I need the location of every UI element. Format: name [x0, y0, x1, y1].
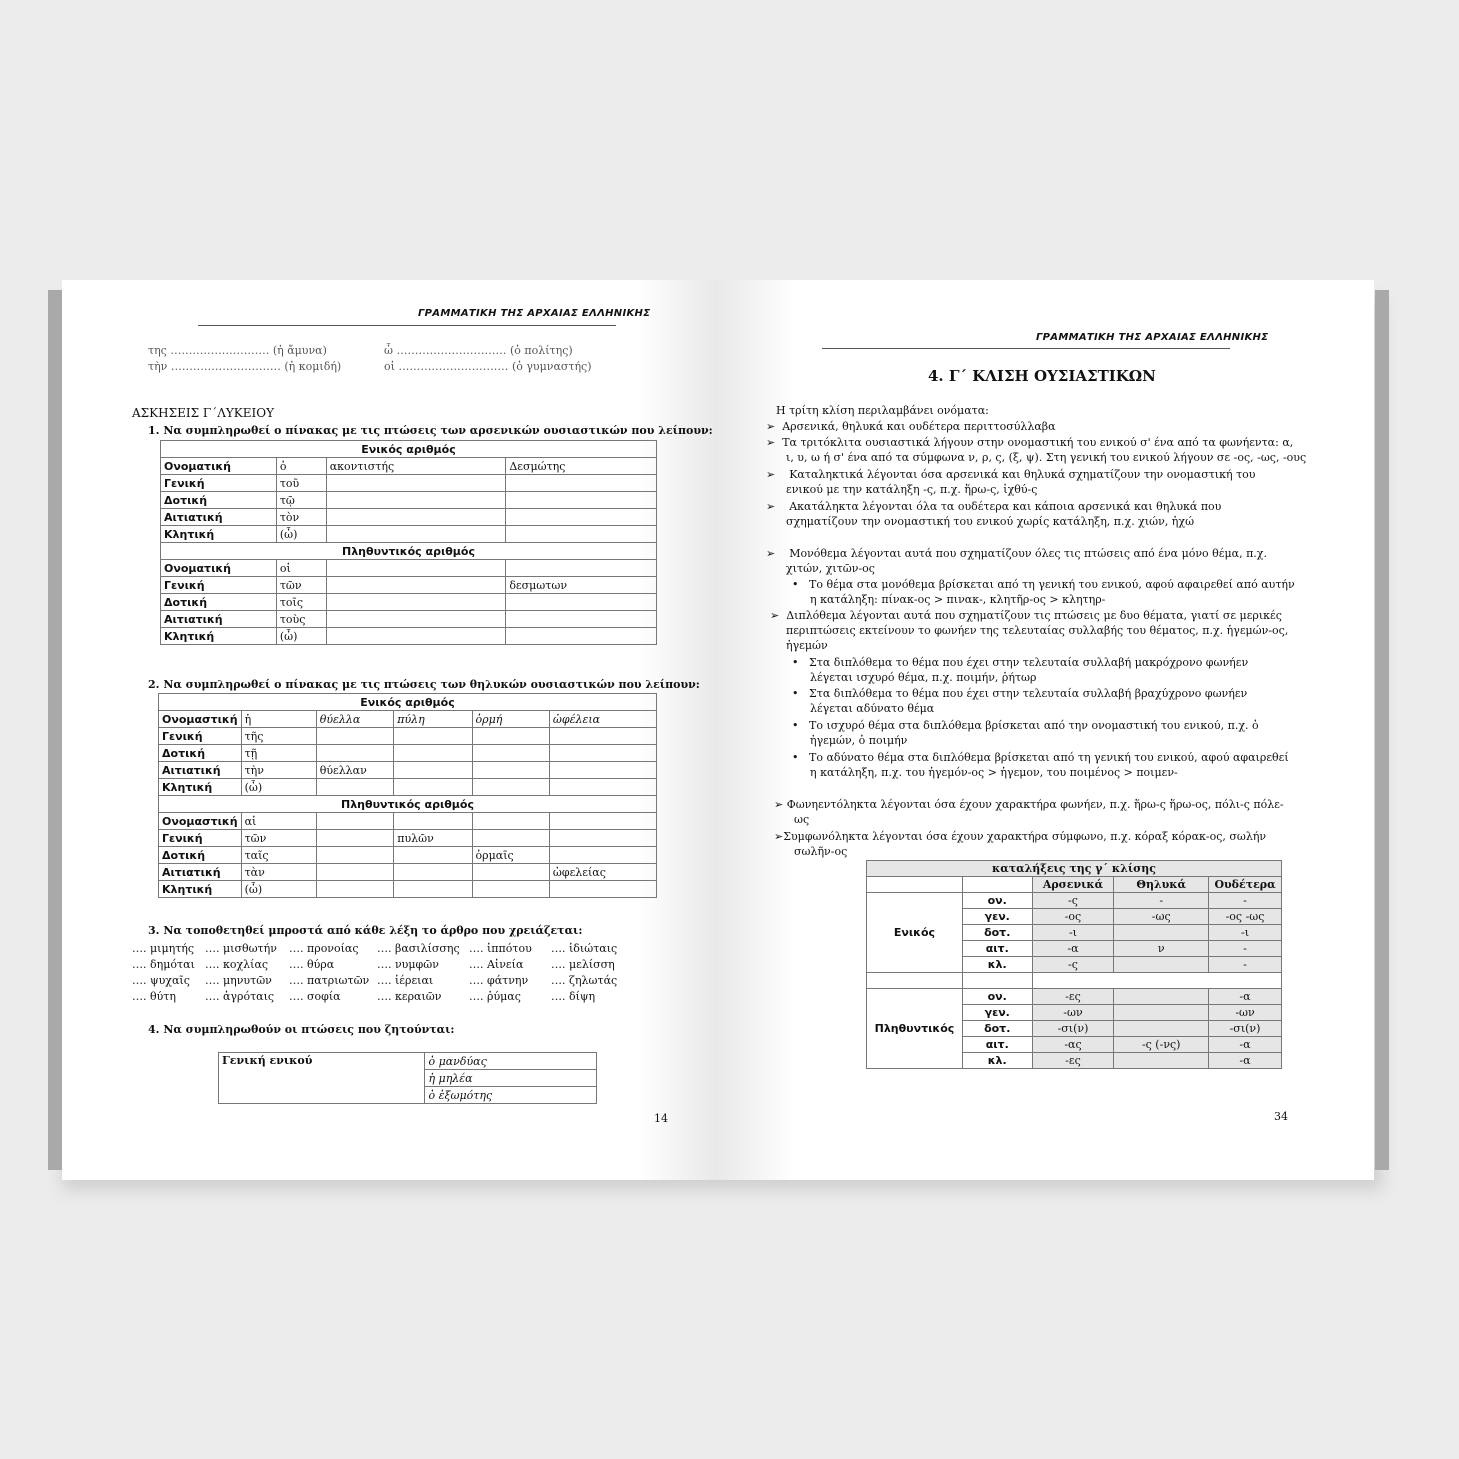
arrow-bullet-icon: ➢ — [766, 547, 776, 560]
bullet-continuation: σωλῆν-ος — [794, 845, 848, 858]
table-row: Ενικός ον. -ς - - — [867, 893, 1282, 909]
col-feminine: Θηλυκά — [1114, 877, 1209, 893]
table-row: δοτ. -σι(ν) -σι(ν) — [867, 1021, 1282, 1037]
left-page — [62, 280, 716, 1180]
arrow-bullet-icon: ➢ — [766, 468, 776, 481]
page-number: 34 — [1274, 1110, 1288, 1123]
arrow-bullet-icon: ➢ — [766, 500, 776, 513]
sub-bullet: • Στα διπλόθεμα το θέμα που έχει στην τελευταία συλλαβή μακρόχρονο φωνήεν — [792, 656, 1249, 669]
exercise-1-title: 1. Να συμπληρωθεί ο πίνακας με τις πτώσεις των αρσενικών ουσιαστικών που λείπουν: — [148, 424, 713, 437]
table-row: Αιτιατική τοὺς — [161, 611, 657, 628]
table-row: αιτ. -α ν - — [867, 941, 1282, 957]
arrow-bullet-icon: ➢ — [766, 420, 776, 433]
table-row: Αιτιατική τὴν θύελλαν — [159, 762, 657, 779]
exercise-3-title: 3. Να τοποθετηθεί μπροστά από κάθε λέξη το άρθρο που χρειάζεται: — [148, 924, 583, 937]
bullet-item: ➢ Αρσενικά, θηλυκά και ουδέτερα περιττοσύλλαβα — [766, 420, 1056, 433]
bullet-continuation: περιπτώσεις εκτείνουν το φωνήεν της τελευταίας συλλαβής του θέματος, π.χ. ἡγεμών-ος, — [786, 624, 1289, 637]
table-row: Γενική τῆς — [159, 728, 657, 745]
ex4-item: ὁ μανδύας — [425, 1053, 597, 1070]
endings-table — [866, 860, 1282, 1069]
table-row: Κλητική (ὦ) — [159, 881, 657, 898]
bullet-item: ➢ Καταληκτικά λέγονται όσα αρσενικά και θηλυκά σχηματίζουν την ονομαστική του — [766, 468, 1256, 481]
page-edges-left — [48, 290, 62, 1170]
plural-header: Πληθυντικός αριθμός — [159, 796, 657, 813]
table-row: Πληθυντικός ον. -ες -α — [867, 989, 1282, 1005]
table-row: Γενική τοῦ — [161, 475, 657, 492]
intro-text: Η τρίτη κλίση περιλαμβάνει ονόματα: — [776, 404, 989, 417]
sub-bullet: • Το αδύνατο θέμα στα διπλόθεμα βρίσκεται από τη γενική του ενικού, αφού αφαιρεθεί — [792, 751, 1289, 764]
bullet-continuation: ενικού με την κατάληξη -ς, π.χ. ἥρω-ς, ἰχθύ-ς — [786, 483, 1038, 496]
fill-line: οἱ ………………………… (ὁ γυμναστής) — [384, 360, 592, 373]
table-row: Κλητική (ὦ) — [159, 779, 657, 796]
table-row: κλ. -ες -α — [867, 1053, 1282, 1069]
table-row: δοτ. -ι -ι — [867, 925, 1282, 941]
exercise-4-table — [218, 1052, 597, 1104]
exercise-1-table — [160, 440, 657, 645]
table-row: Δοτική τῇ — [159, 745, 657, 762]
bullet-continuation: ι, υ, ω ή σ' ένα από τα σύμφωνα ν, ρ, ς, (ξ, ψ). Στη γενική του ενικού λήγουν σε -ος, -ως, -ους — [786, 451, 1307, 464]
table-row: Αιτιατική τὸν — [161, 509, 657, 526]
sub-bullet: • Το ισχυρό θέμα στα διπλόθεμα βρίσκεται από την ονομαστική του ενικού, π.χ. ὁ — [792, 719, 1259, 732]
endings-title: καταλήξεις της γ΄ κλίσης — [867, 861, 1282, 877]
bullet-item: ➢ Μονόθεμα λέγονται αυτά που σχηματίζουν όλες τις πτώσεις από ένα μόνο θέμα, π.χ. — [766, 547, 1267, 560]
exercise-4-title: 4. Να συμπληρωθούν οι πτώσεις που ζητούνται: — [148, 1023, 455, 1036]
arrow-bullet-icon: ➢ — [774, 830, 784, 843]
arrow-bullet-icon: ➢ — [770, 609, 780, 622]
fill-line: τὴν ………………………… (ἡ κομιδή) — [148, 360, 342, 373]
bullet-item: ➢ Διπλόθεμα λέγονται αυτά που σχηματίζουν τις πτώσεις με δυο θέματα, γιατί σε μερικές — [770, 609, 1282, 622]
col-masculine: Αρσενικά — [1032, 877, 1114, 893]
table-row: γεν. -ος -ως -ος -ως — [867, 909, 1282, 925]
header-rule — [198, 325, 616, 326]
table-row: Ονοματική ὁ ακοντιστής Δεσμώτης — [161, 458, 657, 475]
ex4-label: Γενική ενικού — [219, 1053, 425, 1104]
col-neuter: Ουδέτερα — [1209, 877, 1282, 893]
right-page — [716, 280, 1374, 1180]
table-row: Ονομαστική αἱ — [159, 813, 657, 830]
ex4-item: ὁ ἐξωμότης — [425, 1087, 597, 1104]
table-row: Κλητική (ὦ) — [161, 628, 657, 645]
table-row: Δοτική τῷ — [161, 492, 657, 509]
arrow-bullet-icon: ➢ — [774, 798, 784, 811]
exercise-2-table — [158, 693, 657, 898]
bullet-continuation: σχηματίζουν την ονομαστική του ενικού χωρίς κατάληξη, π.χ. χιών, ἠχώ — [786, 515, 1195, 528]
bullet-continuation: χιτών, χιτῶν-ος — [786, 562, 875, 575]
sub-bullet-continuation: λέγεται αδύνατο θέμα — [810, 702, 935, 715]
bullet-item: ➢ Ακατάληκτα λέγονται όλα τα ουδέτερα και κάποια αρσενικά και θηλυκά που — [766, 500, 1222, 513]
running-header: ΓΡΑΜΜΑΤΙΚΗ ΤΗΣ ΑΡΧΑΙΑΣ ΕΛΛΗΝΙΚΗΣ — [1036, 332, 1269, 343]
table-row: Γενική τῶν δεσμωτων — [161, 577, 657, 594]
sub-bullet-continuation: η κατάληξη: πίνακ-ος > πινακ-, κλητῆρ-ος > κλητηρ- — [810, 593, 1106, 606]
singular-header: Ενικός αριθμός — [161, 441, 657, 458]
table-row: Αιτιατική τὰν ὠφελείας — [159, 864, 657, 881]
sub-bullet-continuation: ἡγεμών, ὁ ποιμήν — [810, 734, 908, 747]
table-row: Κλητική (ὦ) — [161, 526, 657, 543]
table-row: αιτ. -ας -ς (-νς) -α — [867, 1037, 1282, 1053]
arrow-bullet-icon: ➢ — [766, 436, 776, 449]
bullet-item: ➢Συμφωνόληκτα λέγονται όσα έχουν χαρακτήρα σύμφωνο, π.χ. κόραξ κόρακ-ος, σωλήν — [774, 830, 1267, 843]
section-title: ΑΣΚΗΣΕΙΣ Γ΄ΛΥΚΕΙΟΥ — [132, 406, 275, 420]
header-rule — [822, 348, 1230, 349]
sub-bullet: • Το θέμα στα μονόθεμα βρίσκεται από τη γενική του ενικού, αφού αφαιρεθεί από αυτήν — [792, 578, 1295, 591]
plural-header: Πληθυντικός αριθμός — [161, 543, 657, 560]
running-header: ΓΡΑΜΜΑΤΙΚΗ ΤΗΣ ΑΡΧΑΙΑΣ ΕΛΛΗΝΙΚΗΣ — [418, 308, 651, 319]
bullet-item: ➢ Τα τριτόκλιτα ουσιαστικά λήγουν στην ονομαστική του ενικού σ' ένα από τα φωνήεντα: α, — [766, 436, 1294, 449]
table-row: κλ. -ς - — [867, 957, 1282, 973]
table-row: Ονομαστική ἡ θύελλα πύλη ὁρμή ὠφέλεια — [159, 711, 657, 728]
sub-bullet-continuation: η κατάληξη, π.χ. του ἡγεμόν-ος > ἡγεμον, του ποιμένος > ποιμεν- — [810, 766, 1178, 779]
open-book — [48, 280, 1389, 1190]
table-row: Δοτική τοῖς — [161, 594, 657, 611]
table-row: γεν. -ων -ων — [867, 1005, 1282, 1021]
chapter-title: 4. Γ΄ ΚΛΙΣΗ ΟΥΣΙΑΣΤΙΚΩΝ — [928, 367, 1156, 385]
ex4-item: ἡ μηλέα — [425, 1070, 597, 1087]
exercise-2-title: 2. Να συμπληρωθεί ο πίνακας με τις πτώσεις των θηλυκών ουσιαστικών που λείπουν: — [148, 678, 700, 691]
fill-line: ὦ ………………………… (ὁ πολίτης) — [384, 344, 573, 357]
sub-bullet: • Στα διπλόθεμα το θέμα που έχει στην τελευταία συλλαβή βραχύχρονο φωνήεν — [792, 687, 1248, 700]
singular-header: Ενικός αριθμός — [159, 694, 657, 711]
page-edges-right — [1375, 290, 1389, 1170]
exercise-3-words: …. μιμητής …. μισθωτήν …. προνοίας …. βασιλίσσης …. ἱππότου …. ἰδιώταις …. δημόται …. κοχλίας …. θύρα …. νυμφῶν …. Αἰνεία …. μελίσση …. ψυχαῖς …. μηνυτῶν …. πατριωτῶν …. ἱέρειαι …. φάτνην …. ζηλωτάς …. θύτη …. ἀγρόταις …. σοφία …. κεραιῶν …. ῥύμας …. δίψη — [132, 942, 618, 1003]
table-row: Ονοματική οἱ — [161, 560, 657, 577]
bullet-continuation: ἡγεμών — [786, 639, 828, 652]
bullet-continuation: ως — [794, 813, 810, 826]
fill-line: της ……………………… (ἡ ἄμυνα) — [148, 344, 327, 357]
bullet-item: ➢ Φωνηεντόληκτα λέγονται όσα έχουν χαρακτήρα φωνήεν, π.χ. ἥρω-ς ἥρω-ος, πόλι-ς πόλε- — [774, 798, 1284, 811]
table-row: Γενική τῶν πυλῶν — [159, 830, 657, 847]
sub-bullet-continuation: λέγεται ισχυρό θέμα, π.χ. ποιμήν, ῥήτωρ — [810, 671, 1037, 684]
page-number: 14 — [654, 1112, 668, 1125]
table-row: Δοτική ταῖς ὁρμαῖς — [159, 847, 657, 864]
